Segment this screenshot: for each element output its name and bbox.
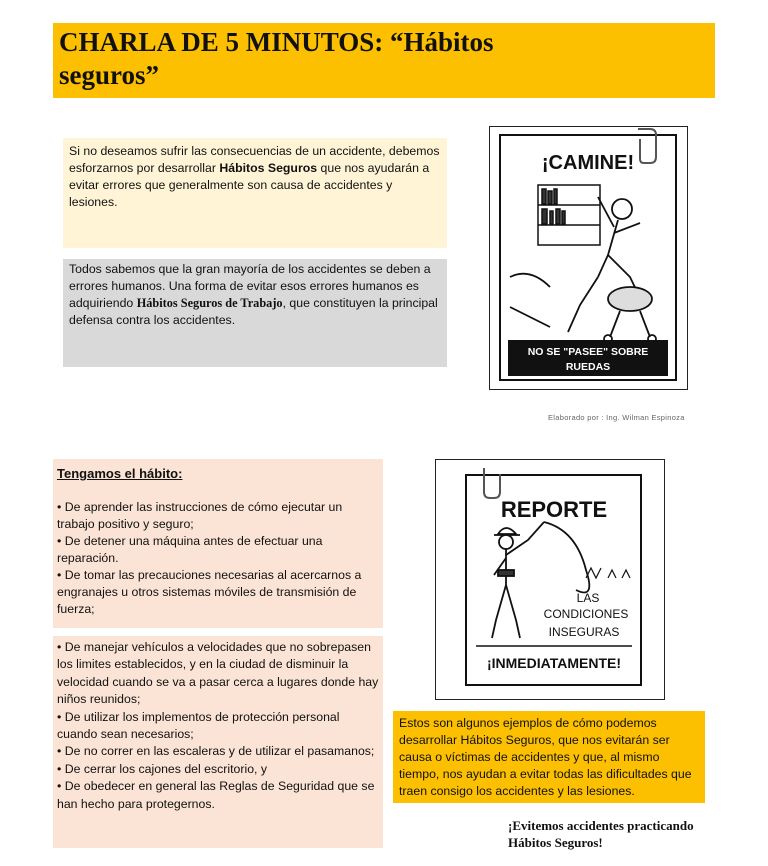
poster-reporte-line2: CONDICIONES bbox=[543, 607, 629, 621]
intro-text bbox=[69, 143, 441, 211]
poster-reporte-line3: INSEGURAS bbox=[548, 625, 620, 639]
human-error-text-post: , que constituyen la principal defensa contra los accidentes. bbox=[69, 296, 438, 327]
habit-item: • De tomar las precauciones necesarias al acercarnos a engranajes u otros sistemas móviles de transmisión de fuerza; bbox=[57, 568, 362, 616]
falling-worker-illustration bbox=[510, 197, 656, 343]
electrical-hazard-icon bbox=[586, 568, 630, 578]
habits-box bbox=[53, 459, 383, 628]
human-error-text-bold: Hábitos Seguros de Trabajo bbox=[136, 296, 283, 310]
poster-camine-caption-2: RUEDAS bbox=[565, 361, 611, 373]
habit-item: • De no correr en las escaleras y de utilizar el pasamanos; bbox=[57, 744, 375, 759]
habits-heading: Tengamos el hábito: bbox=[57, 466, 183, 481]
habit-item: • De utilizar los implementos de protección personal cuando sean necesarios; bbox=[57, 709, 340, 742]
page-title-line2: seguros” bbox=[59, 60, 160, 90]
human-error-box bbox=[63, 259, 447, 367]
habit-item: • De detener una máquina antes de efectuar una reparación. bbox=[57, 534, 323, 565]
intro-text-bold: Hábitos Seguros bbox=[219, 161, 318, 175]
closing-line1: ¡Evitemos accidentes practicando bbox=[508, 818, 694, 833]
author-credit: Elaborado por : Ing. Wilman Espinoza bbox=[548, 413, 685, 422]
poster-camine bbox=[489, 126, 688, 390]
summary-box bbox=[393, 711, 705, 803]
page-title-line1: CHARLA DE 5 MINUTOS: “Hábitos bbox=[59, 27, 494, 57]
habits-box-continued bbox=[53, 636, 383, 848]
summary-text: Estos son algunos ejemplos de cómo podemos desarrollar Hábitos Seguros, que nos evitarán ser causa o víctimas de accidentes y que, al mismo tiempo, nos ayudan a evitar todas las dificultades que traen consigo los accidentes y las lesiones. bbox=[399, 716, 692, 798]
poster-reporte-line4: ¡INMEDIATAMENTE! bbox=[486, 655, 622, 671]
human-error-text bbox=[69, 261, 441, 329]
paperclip-icon bbox=[484, 468, 500, 498]
habit-item: • De cerrar los cajones del escritorio, y bbox=[57, 761, 268, 776]
human-error-text-pre: Todos sabemos que la gran mayoría de los accidentes se deben a errores humanos. Una forma de evitar esos errores humanos es adquiriendo bbox=[69, 262, 431, 310]
intro-box bbox=[63, 138, 447, 248]
page-title bbox=[53, 23, 715, 98]
intro-text-pre: Si no deseamos sufrir las consecuencias de un accidente, debemos esforzarnos por desarrollar bbox=[69, 144, 440, 175]
poster-reporte-illustration bbox=[436, 460, 663, 698]
poster-camine-illustration bbox=[490, 127, 686, 388]
poster-camine-caption-1: NO SE "PASEE" SOBRE bbox=[527, 346, 649, 358]
habit-item: • De obedecer en general las Reglas de Seguridad que se han hecho para protegernos. bbox=[57, 779, 375, 811]
poster-reporte bbox=[435, 459, 665, 700]
intro-text-post: que nos ayudarán a evitar errores que generalmente son causa de accidentes y lesiones. bbox=[69, 161, 430, 209]
habit-item: • De aprender las instrucciones de cómo ejecutar un trabajo positivo y seguro; bbox=[57, 500, 343, 531]
bookshelf-icon bbox=[538, 185, 600, 245]
poster-camine-headline: ¡CAMINE! bbox=[541, 152, 635, 174]
habit-item: • De manejar vehículos a velocidades que no sobrepasen los limites establecidos, y en la ciudad de disminuir la velocidad cuando se va a pasar cerca a lugares donde hay niños reunidos; bbox=[57, 640, 379, 707]
closing-line2: Hábitos Seguros! bbox=[508, 835, 603, 850]
poster-reporte-headline: REPORTE bbox=[500, 497, 608, 522]
closing-message bbox=[508, 817, 694, 851]
poster-reporte-line1: LAS bbox=[576, 591, 600, 605]
